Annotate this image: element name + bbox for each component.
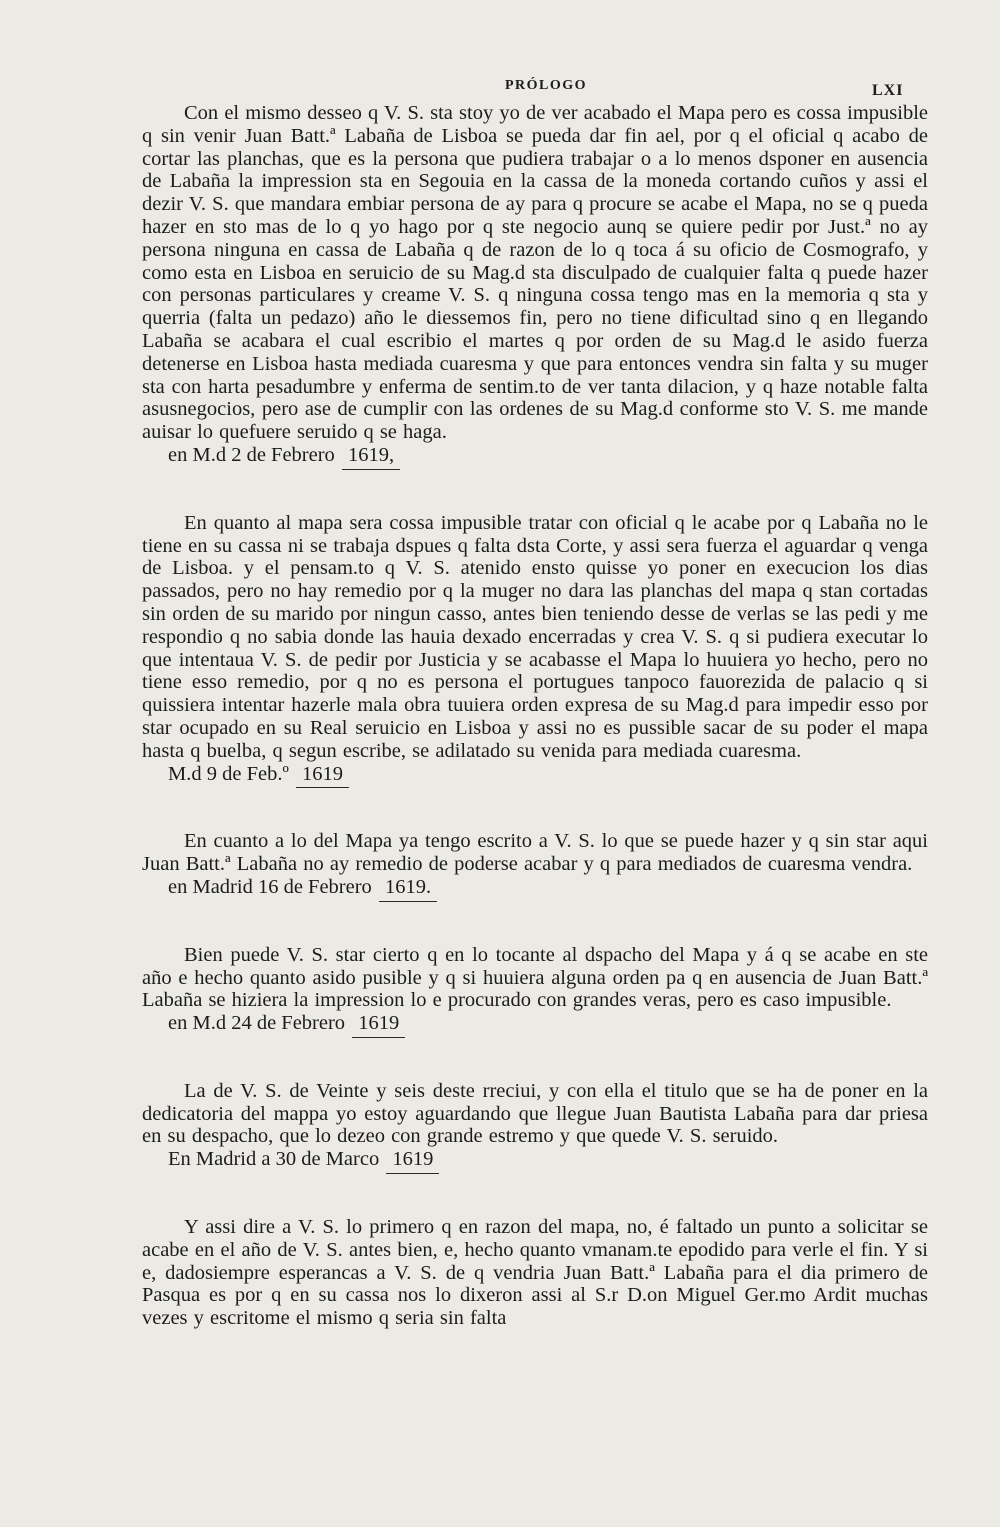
letter-paragraph: Y assi dire a V. S. lo primero q en razon del mapa, no, é faltado un punto a solicitar se acabe en el año de V. S. antes bien, e, hecho quanto vmanam.te epodido para verle el fin. Y si e, dadosiempre esperancas a V. S. de q vendria Juan Batt.ª Labaña para el dia primero de Pasqua es por q en su cassa nos lo dixeron assi al S.r D.on Miguel Ger.mo Ardit muchas vezes y escritome el mismo q seria sin falta [142,1216,928,1330]
dateline-year: 1619, [342,444,400,470]
dateline-text: En Madrid a 30 de Marco [168,1148,380,1171]
letter-5 [142,1080,928,1174]
letter-dateline [142,763,928,789]
letter-dateline [142,876,928,902]
letter-6 [142,1216,928,1330]
letter-4 [142,944,928,1038]
letter-3 [142,830,928,901]
letter-2 [142,512,928,789]
letter-paragraph: Con el mismo desseo q V. S. sta stoy yo de ver acabado el Mapa pero es cossa impusible q sin venir Juan Batt.ª Labaña de Lisboa se pueda dar fin ael, por q el oficial q acabo de cortar las planchas, que es la persona que pudiera trabajar o a lo menos dsponer en ausencia de Labaña la impression sta en Segouia en la cassa de la moneda cortando cuños y assi el dezir V. S. que mandara embiar persona de ay para q procure se acabe el Mapa, no se q pueda hazer en sto mas de lo q yo hago por q ste negocio aunq se quiere pedir por Just.ª no ay persona ninguna en cassa de Labaña q de razon de lo q toca á su oficio de Cosmografo, y como esta en Lisboa en seruicio de su Mag.d sta disculpado de cualquier falta q puede hazer con personas particulares y creame V. S. q ninguna cossa tengo mas en la memoria q sta y querria (falta un pedazo) año le diessemos fin, pero no tiene dificultad sino q en llegando Labaña se acabara el cual escribio el martes q por orden de su Mag.d le asido fuerza detenerse en Lisboa hasta mediada cuaresma y que para entonces vendra sin falta y su muger sta con harta pesadumbre y enferma de sentim.to de ver tanta dilacion, y q haze notable falta asusnegocios, pero ase de cumplir con las ordenes de su Mag.d conforme sto V. S. me mande auisar lo quefuere seruido q se haga. [142,102,928,444]
dateline-year: 1619 [296,763,349,789]
dateline-text: en M.d 24 de Febrero [168,1012,346,1035]
dateline-year: 1619 [352,1012,405,1038]
body-text [142,102,928,1372]
letter-dateline [142,1012,928,1038]
dateline-year: 1619. [379,876,437,902]
dateline-year: 1619 [386,1148,439,1174]
letter-paragraph: En quanto al mapa sera cossa impusible tratar con oficial q le acabe por q Labaña no le tiene en su cassa ni se trabaja dspues q falta dsta Corte, y assi sera fuerza el aguardar q venga de Lisboa. y el pensam.to q V. S. atenido ensto quisse yo poner en execucion los dias passados, pero no hay remedio por q la muger no dara las planchas del mapa q stan cortadas sin orden de su marido por ningun casso, antes bien teniendo desse de verlas se las pedi y me respondio q no sabia donde las hauia dexado encerradas y crea V. S. q si pudiera executar lo que intentaua V. S. de pedir por Justicia y se acabasse el Mapa lo huuiera yo hecho, pero no tiene esso remedio, por q no es persona el portugues tanpoco fauorezida de palacio q si quissiera intentar hazerle mala obra tuuiera orden expresa de su Mag.d para impedir esso por star ocupado en su Real seruicio en Lisboa y assi no es pussible sacar de su poder el mapa hasta q buelba, q segun escribe, se adilatado su venida para mediada cuaresma. [142,511,928,762]
letter-paragraph: Bien puede V. S. star cierto q en lo tocante al dspacho del Mapa y á q se acabe en ste año e hecho quanto asido pusible y q si huuiera alguna orden pa q en ausencia de Juan Batt.ª Labaña se hiziera la impression lo e procurado con grandes veras, pero es caso impusible. [142,943,928,1012]
dateline-text: en Madrid 16 de Febrero [168,875,372,898]
dateline-text: en M.d 2 de Febrero [168,443,335,466]
letter-paragraph: En cuanto a lo del Mapa ya tengo escrito a V. S. lo que se puede hazer y q sin star aqui Juan Batt.ª Labaña no ay remedio de poderse acabar y q para mediados de cuaresma vendra. [142,830,928,876]
running-header [0,78,1000,102]
letter-paragraph: La de V. S. de Veinte y seis deste rreciui, y con ella el titulo que se ha de poner en la dedicatoria del mappa yo estoy aguardando que llegue Juan Bautista Labaña para dar priesa en su despacho, que lo dezeo con grande estremo y que quede V. S. seruido. [142,1079,928,1148]
page-number: LXI [872,82,904,99]
letter-1 [142,102,928,470]
running-title: PRÓLOGO [505,78,588,93]
letter-dateline [142,1148,928,1174]
dateline-text: M.d 9 de Feb.º [168,762,289,785]
letter-dateline [142,444,928,470]
